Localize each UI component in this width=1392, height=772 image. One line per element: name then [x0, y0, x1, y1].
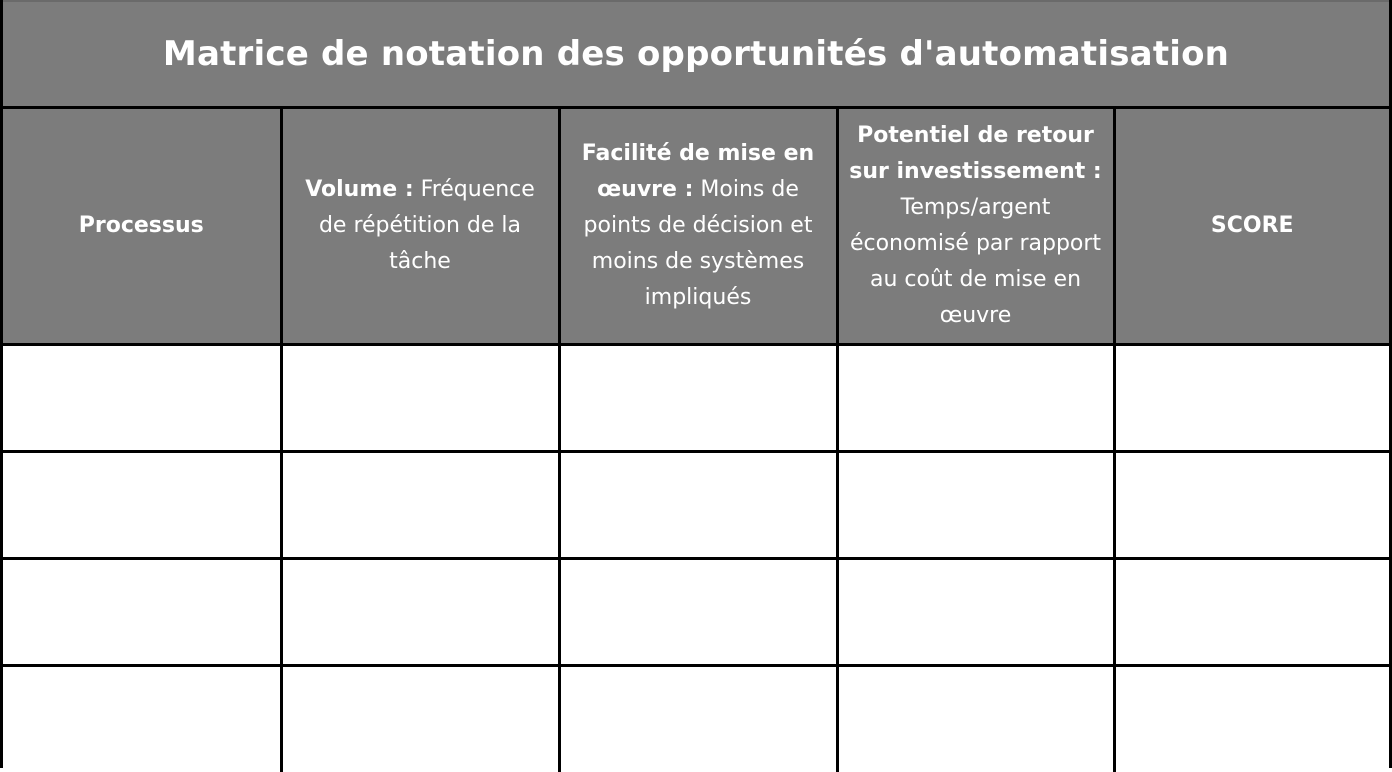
cell-score[interactable] [1114, 451, 1389, 558]
cell-processus[interactable] [3, 344, 281, 451]
column-header-label: SCORE [1210, 212, 1294, 238]
cell-processus[interactable] [3, 451, 281, 558]
table-row [3, 451, 1389, 558]
cell-volume[interactable] [281, 558, 559, 665]
column-header-description: Moins de points de décision et moins de systèmes impliqués [583, 176, 813, 310]
header-row [3, 109, 1389, 344]
cell-roi[interactable] [837, 344, 1114, 451]
cell-score[interactable] [1114, 558, 1389, 665]
column-header-volume [281, 109, 559, 344]
cell-volume[interactable] [281, 665, 559, 772]
column-header-label: Facilité de mise en œuvre : [581, 140, 815, 202]
table-row [3, 665, 1389, 772]
cell-roi[interactable] [837, 665, 1114, 772]
page-title: Matrice de notation des opportunités d'automatisation [162, 34, 1230, 74]
column-header-roi-potential [837, 109, 1114, 344]
column-header-label: Processus [78, 212, 204, 238]
column-header-processus [3, 109, 281, 344]
cell-volume[interactable] [281, 344, 559, 451]
column-header-ease-of-implementation [559, 109, 837, 344]
column-header-label: Volume : [305, 176, 414, 202]
title-banner [3, 0, 1389, 109]
cell-roi[interactable] [837, 451, 1114, 558]
column-header-description: Temps/argent économisé par rapport au coût de mise en œuvre [849, 194, 1102, 328]
cell-roi[interactable] [837, 558, 1114, 665]
column-header-description: Fréquence de répétition de la tâche [318, 176, 535, 274]
cell-ease[interactable] [559, 344, 837, 451]
column-header-score [1114, 109, 1389, 344]
cell-ease[interactable] [559, 451, 837, 558]
column-header-label: Potentiel de retour sur investissement : [849, 122, 1102, 184]
cell-ease[interactable] [559, 665, 837, 772]
table-row [3, 344, 1389, 451]
cell-processus[interactable] [3, 665, 281, 772]
cell-score[interactable] [1114, 665, 1389, 772]
table-row [3, 558, 1389, 665]
cell-ease[interactable] [559, 558, 837, 665]
cell-volume[interactable] [281, 451, 559, 558]
scoring-matrix-table [3, 109, 1389, 772]
cell-processus[interactable] [3, 558, 281, 665]
cell-score[interactable] [1114, 344, 1389, 451]
